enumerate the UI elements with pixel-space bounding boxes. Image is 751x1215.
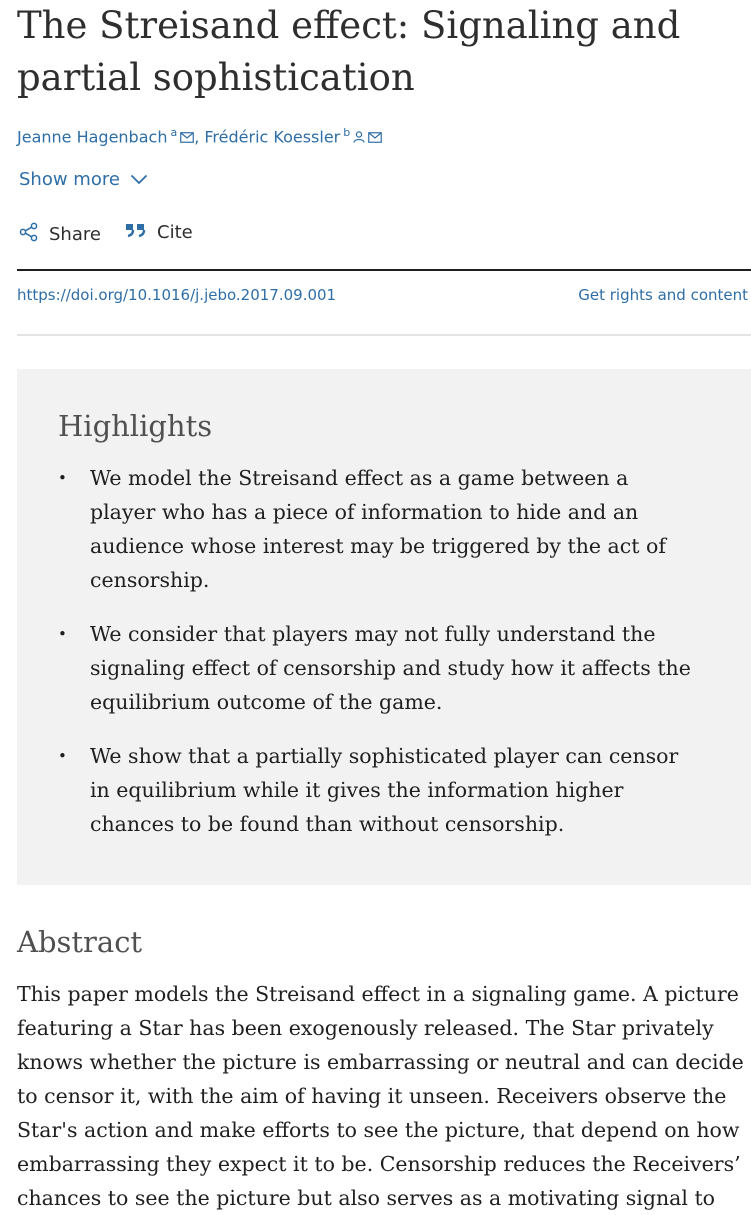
highlight-item: • We show that a partially sophisticated player can censor in equilibrium while it gives the information higher chances to be found than without censorship. [58, 739, 698, 841]
share-label: Share [49, 224, 101, 245]
abstract-text: This paper models the Streisand effect in a signaling game. A picture featuring a Star has been exogenously released. The Star privately knows whether the picture is embarrassing or neutral and can decide to censor it, with the aim of having it unseen. Receivers observe the Star's action and make efforts to see the picture, that depend on how embarrassing they expect it to be. Censorship reduces the Receivers’ chances to see the picture but also serves as a motivating signal to [17, 982, 744, 1210]
share-button[interactable] [19, 222, 101, 247]
envelope-icon[interactable] [180, 128, 194, 147]
cite-label: Cite [157, 222, 193, 243]
article-title: The Streisand effect: Signaling and partial sophistication [17, 4, 681, 99]
divider [17, 334, 751, 336]
show-more-button[interactable] [19, 169, 148, 190]
highlight-item: • We consider that players may not fully understand the signaling effect of censorship and study how it affects the equilibrium outcome of the game. [58, 617, 698, 719]
author-list [17, 126, 382, 147]
get-rights-link[interactable]: Get rights and content [578, 286, 748, 304]
doi-link[interactable]: https://doi.org/10.1016/j.jebo.2017.09.001 [17, 286, 337, 304]
person-icon[interactable] [353, 128, 365, 147]
chevron-down-icon [130, 169, 148, 190]
cite-button[interactable] [125, 222, 193, 243]
highlight-item: • We model the Streisand effect as a game between a player who has a piece of information to hide and an audience whose interest may be triggered by the act of censorship. [58, 461, 698, 597]
affiliation-marker-b[interactable]: b [343, 126, 351, 139]
highlights-section [17, 369, 751, 885]
show-more-label: Show more [19, 169, 120, 190]
author-link-koessler[interactable]: Frédéric Koessler [204, 127, 341, 147]
quote-icon [125, 222, 147, 243]
highlights-list [58, 461, 698, 861]
affiliation-marker-a[interactable]: a [170, 126, 178, 139]
author-separator: , [194, 127, 205, 147]
share-icon [19, 222, 39, 247]
abstract-heading: Abstract [17, 925, 143, 959]
envelope-icon[interactable] [368, 128, 382, 147]
divider [17, 269, 751, 271]
highlights-heading: Highlights [58, 409, 213, 443]
author-link-hagenbach[interactable]: Jeanne Hagenbach [17, 127, 168, 147]
